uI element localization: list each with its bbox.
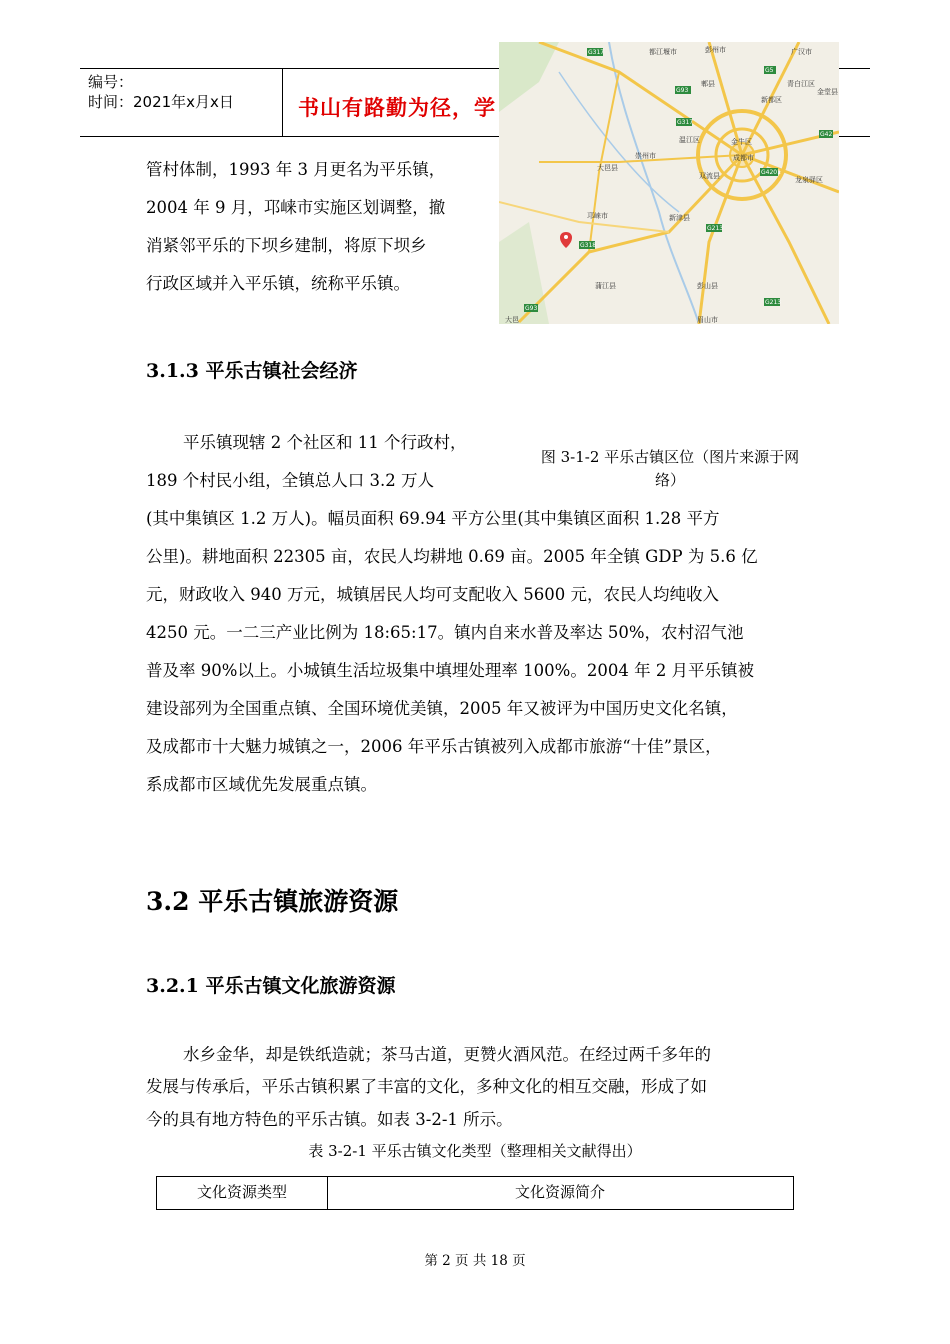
- svg-text:新津县: 新津县: [669, 214, 690, 222]
- svg-text:都江堰市: 都江堰市: [649, 48, 677, 56]
- svg-text:龙泉驿区: 龙泉驿区: [795, 176, 823, 184]
- svg-text:青白江区: 青白江区: [787, 80, 815, 88]
- svg-text:G318: G318: [580, 242, 597, 249]
- culture-paragraph-start: [183, 1036, 711, 1074]
- svg-text:崇州市: 崇州市: [635, 152, 656, 160]
- culture-paragraph: [146, 1070, 707, 1136]
- svg-text:G317: G317: [588, 49, 605, 56]
- svg-text:金牛区: 金牛区: [731, 138, 752, 146]
- page-footer: 第 2 页 共 18 页: [424, 1253, 526, 1269]
- intro-paragraph: [146, 151, 445, 303]
- svg-text:温江区: 温江区: [679, 136, 700, 144]
- svg-text:广汉市: 广汉市: [791, 48, 812, 56]
- text-line: 公里)。耕地面积 22305 亩，农民人均耕地 0.69 亩。2005 年全镇 GDP 为 5.6 亿: [146, 547, 758, 566]
- svg-text:大邑县: 大邑县: [597, 164, 618, 172]
- caption-line: 络）: [654, 471, 685, 489]
- text-line: 元，财政收入 940 万元，城镇居民人均可支配收入 5600 元，农民人均纯收入: [146, 585, 719, 604]
- table-caption: 表 3-2-1 平乐古镇文化类型（整理相关文献得出）: [308, 1142, 642, 1160]
- svg-text:蒲江县: 蒲江县: [595, 282, 616, 290]
- svg-text:双流县: 双流县: [699, 172, 720, 180]
- text-line: 系成都市区域优先发展重点镇。: [146, 775, 377, 794]
- text-line: 管村体制，1993 年 3 月更名为平乐镇，: [146, 160, 446, 179]
- svg-text:金堂县: 金堂县: [817, 88, 838, 96]
- doc-time: 时间：2021年x月x日: [88, 93, 234, 111]
- svg-text:眉山市: 眉山市: [697, 316, 718, 324]
- table-header-intro: 文化资源简介: [514, 1183, 605, 1201]
- text-line: (其中集镇区 1.2 万人)。幅员面积 69.94 平方公里(其中集镇区面积 1.28 平方: [146, 509, 720, 528]
- section-heading-313: 3.1.3 平乐古镇社会经济: [146, 360, 358, 382]
- svg-text:成都市: 成都市: [733, 154, 754, 162]
- text-line: 及成都市十大魅力城镇之一，2006 年平乐古镇被列入成都市旅游“十佳”景区，: [146, 737, 722, 756]
- svg-text:G42: G42: [820, 131, 833, 138]
- doc-number: 编号：: [88, 73, 134, 91]
- svg-text:大邑: 大邑: [505, 316, 519, 324]
- text-line: 水乡金华，却是铁纸造就；茶马古道，更赞火酒风范。在经过两千多年的: [183, 1045, 711, 1064]
- svg-text:G213: G213: [765, 299, 782, 306]
- section-heading-32: 3.2 平乐古镇旅游资源: [146, 887, 399, 916]
- text-line: 普及率 90%以上。小城镇生活垃圾集中填埋处理率 100%。2004 年 2 月平乐镇被: [146, 661, 755, 680]
- svg-text:彭州市: 彭州市: [705, 46, 726, 54]
- text-line: 2004 年 9 月，邛崃市实施区划调整，撤: [146, 198, 446, 217]
- svg-text:G93: G93: [676, 87, 689, 94]
- economy-paragraph-start: [183, 424, 466, 462]
- text-line: 发展与传承后，平乐古镇积累了丰富的文化，多种文化的相互交融，形成了如: [146, 1077, 707, 1096]
- economy-paragraph: [146, 462, 758, 804]
- svg-text:G5: G5: [765, 67, 774, 74]
- table-header-type: 文化资源类型: [157, 1177, 328, 1209]
- text-line: 行政区域并入平乐镇，统称平乐镇。: [146, 274, 410, 293]
- svg-text:G93: G93: [525, 305, 538, 312]
- svg-text:G317: G317: [677, 119, 694, 126]
- location-map: [499, 42, 839, 324]
- svg-text:邛崃市: 邛崃市: [587, 212, 608, 220]
- caption-line: 图 3-1-2 平乐古镇区位（图片来源于网: [540, 448, 800, 466]
- text-line: 消紧邻平乐的下坝乡建制，将原下坝乡: [146, 236, 427, 255]
- svg-text:彭山县: 彭山县: [697, 282, 718, 290]
- header-divider: [282, 68, 283, 136]
- text-line: 189 个村民小组，全镇总人口 3.2 万人: [146, 471, 434, 490]
- svg-text:郫县: 郫县: [701, 80, 715, 88]
- text-line: 建设部列为全国重点镇、全国环境优美镇，2005 年又被评为中国历史文化名镇，: [146, 699, 738, 718]
- header-meta: [88, 72, 234, 112]
- svg-text:G213: G213: [707, 225, 724, 232]
- svg-text:G4201: G4201: [761, 169, 781, 176]
- map-graphic: [499, 42, 839, 324]
- text-line: 今的具有地方特色的平乐古镇。如表 3-2-1 所示。: [146, 1110, 513, 1129]
- culture-type-table: [156, 1176, 794, 1210]
- svg-text:新都区: 新都区: [761, 96, 782, 104]
- text-line: 4250 元。一二三产业比例为 18:65:17。镇内自来水普及率达 50%，农村沼气池: [146, 623, 744, 642]
- text-line: 平乐镇现辖 2 个社区和 11 个行政村，: [183, 433, 467, 452]
- figure-caption: [505, 446, 835, 492]
- header-motto: 书山有路勤为径，学: [298, 96, 496, 120]
- section-heading-321: 3.2.1 平乐古镇文化旅游资源: [146, 975, 396, 997]
